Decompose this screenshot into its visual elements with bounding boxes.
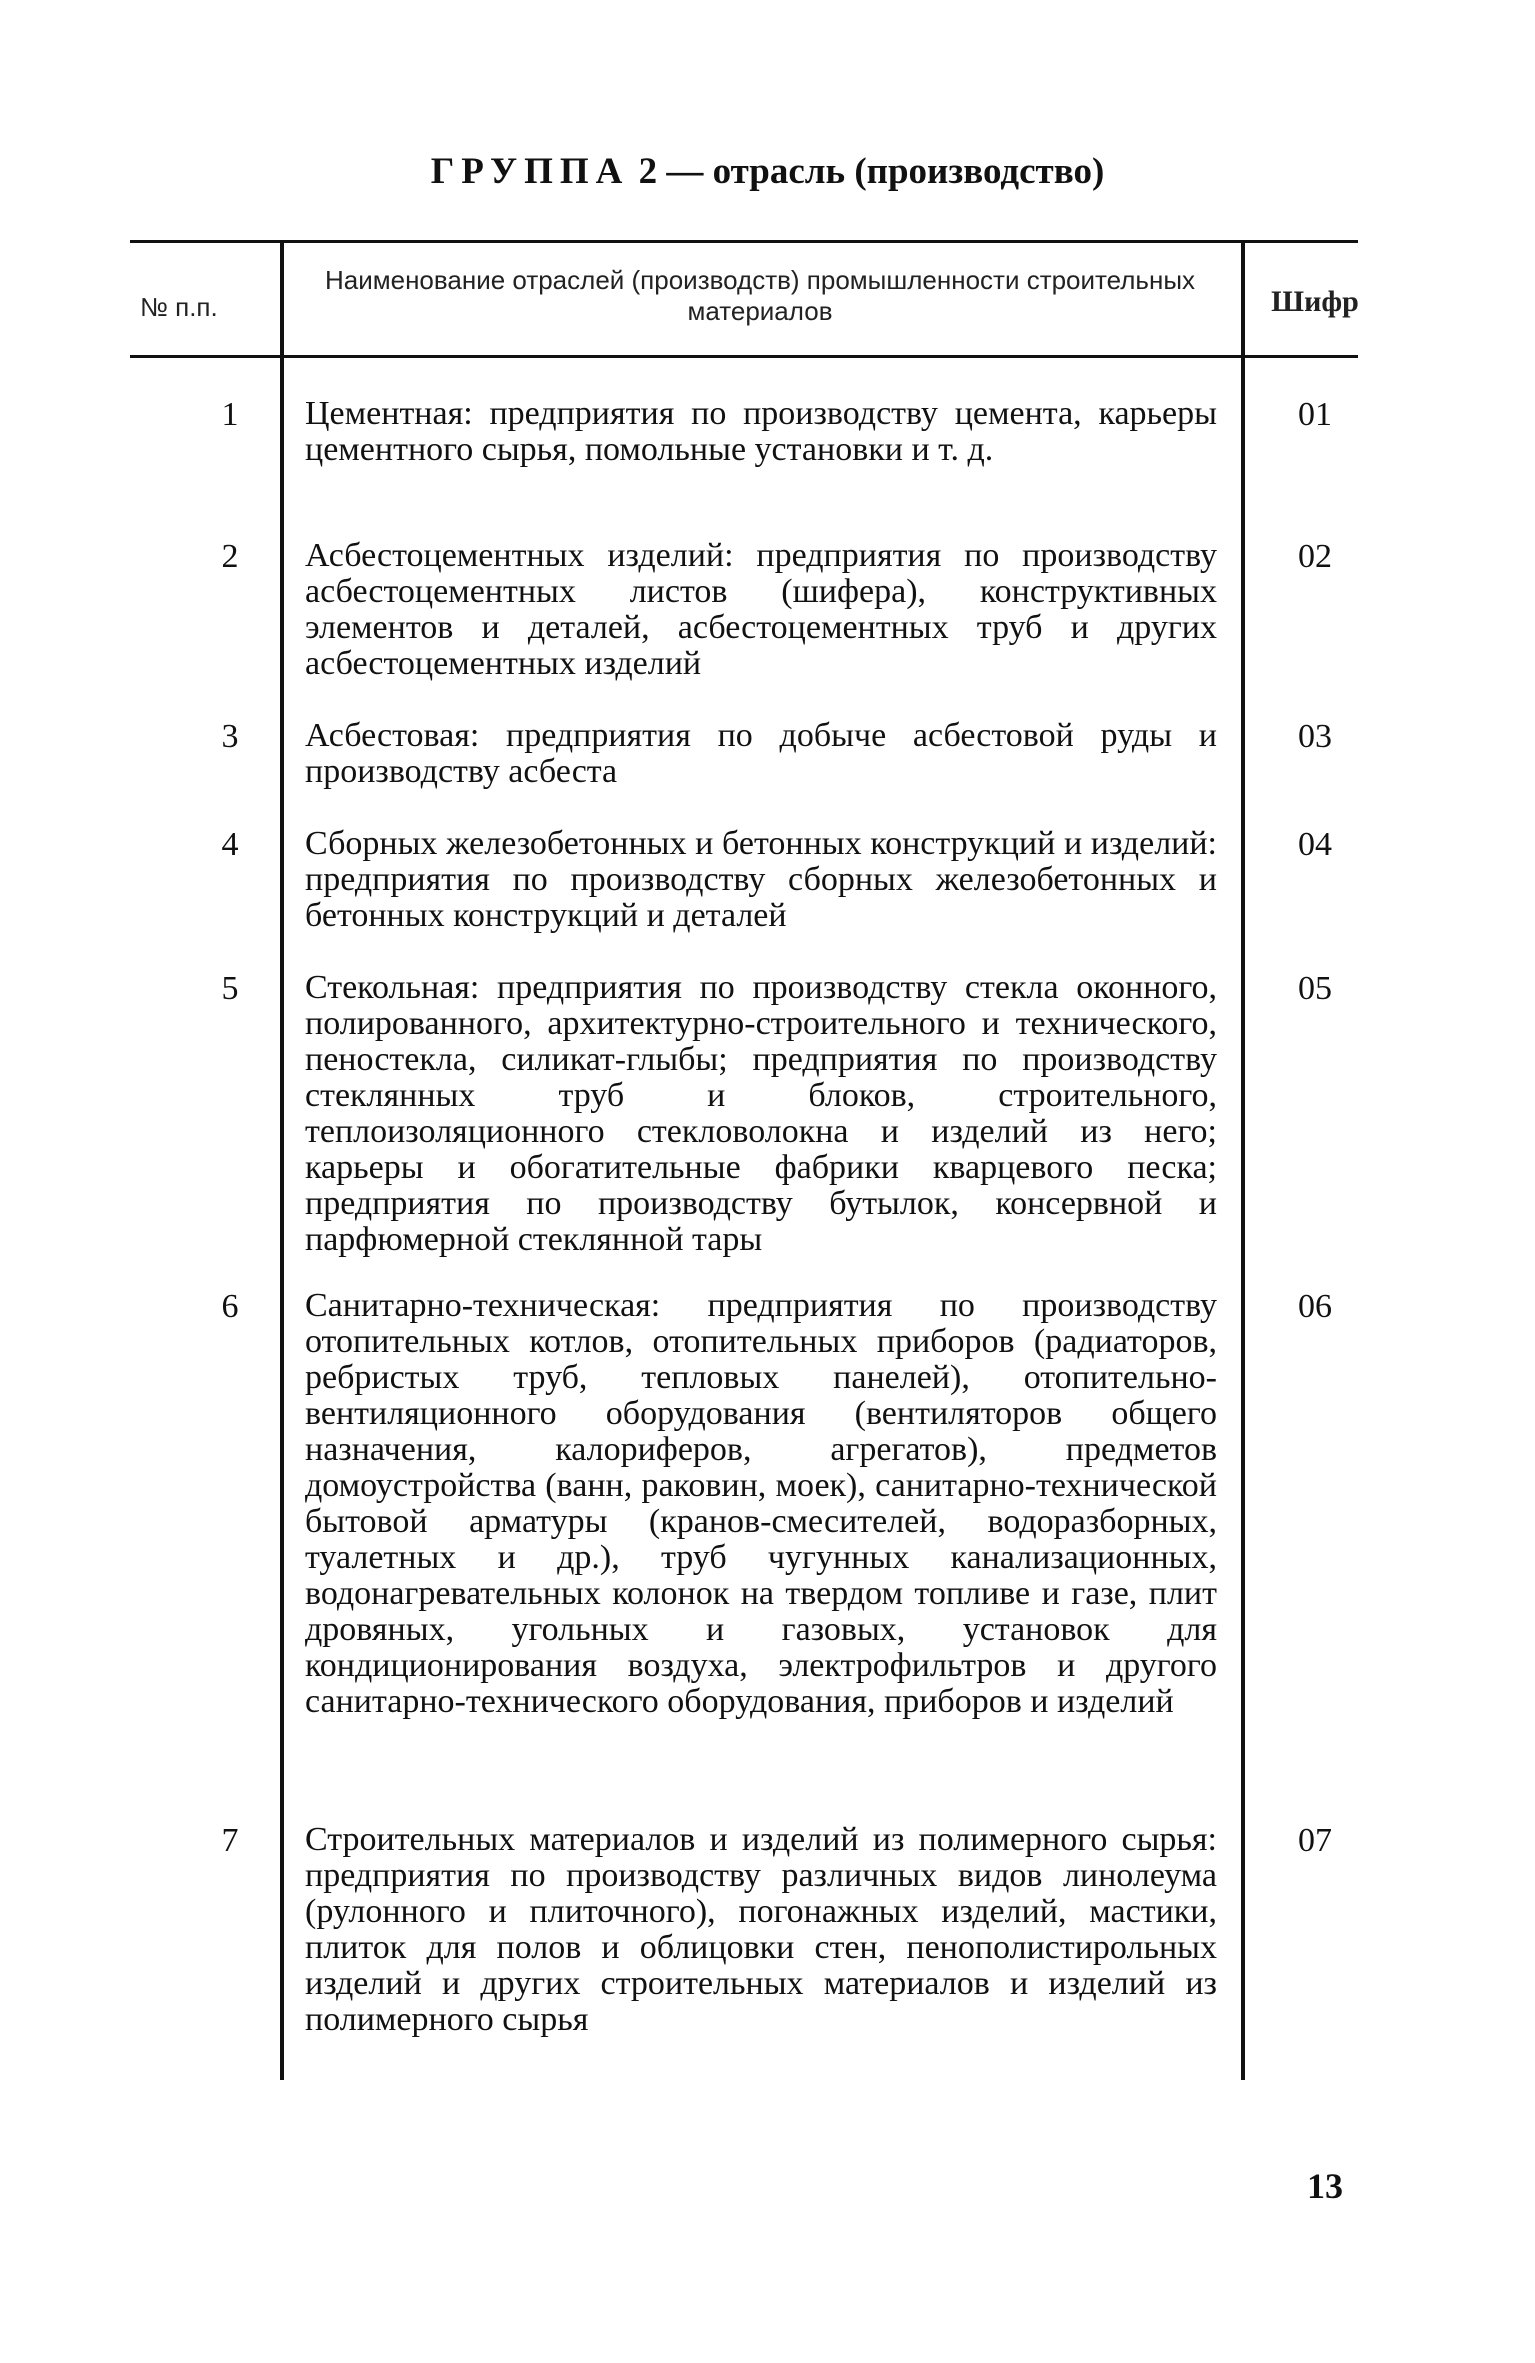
row-3-code: 03 [1298,718,1332,755]
row-3-number: 3 [221,718,239,755]
page-number: 13 [1307,2166,1343,2206]
group-title-prefix: ГРУППА [430,151,630,192]
group-title [0,150,1535,193]
row-4-code: 04 [1298,826,1332,863]
row-6-number: 6 [221,1288,239,1325]
row-1-text: Цементная: предприятия по производству цемента, карьеры цементного сырья, помольные установки и т. д. [305,395,1217,468]
row-5-code: 05 [1298,970,1332,1007]
header-name: Наименование отраслей (производств) промышленности строительных материалов [324,265,1196,326]
header-number: № п.п. [140,292,218,322]
row-4-text: Сборных железобетонных и бетонных конструкций и изделий: предприятия по производству сборных железобетонных и бетонных конструкций и деталей [305,825,1217,934]
group-title-suffix: 2 — отрасль (производство) [638,151,1105,192]
row-6-text: Санитарно-техническая: предприятия по производству отопительных котлов, отопительных приборов (радиаторов, ребристых труб, тепловых панелей), отопительно-вентиляционного оборудования (вентиляторов общего назначения, калориферов, агрегатов), предметов домоустройства (ванн, раковин, моек), санитарно-технической бытовой арматуры (кранов-смесителей, водоразборных, туалетных и др.), труб чугунных канализационных, водонагревательных колонок на твердом топливе и газе, плит дровяных, угольных и газовых, установок для кондиционирования воздуха, электрофильтров и другого санитарно-технического оборудования, приборов и изделий [305,1287,1217,1720]
row-2-number: 2 [221,538,239,575]
row-5-text: Стекольная: предприятия по производству стекла оконного, полированного, архитектурно-строительного и технического, пеностекла, силикат-глыбы; предприятия по производству стеклянных труб и блоков, строительного, теплоизоляционного стекловолокна и изделий из него; карьеры и обогатительные фабрики кварцевого песка; предприятия по производству бутылок, консервной и парфюмерной стеклянной тары [305,969,1217,1258]
row-6-code: 06 [1298,1288,1332,1325]
row-3-text: Асбестовая: предприятия по добыче асбестовой руды и производству асбеста [305,717,1217,790]
row-7-number: 7 [221,1822,239,1859]
row-7-code: 07 [1298,1822,1332,1859]
row-4-number: 4 [221,826,239,863]
row-1-code: 01 [1298,396,1332,433]
row-2-code: 02 [1298,538,1332,575]
table-column-divider-left [280,240,284,2080]
row-2-text: Асбестоцементных изделий: предприятия по производству асбестоцементных листов (шифера), конструктивных элементов и деталей, асбестоцементных труб и других асбестоцементных изделий [305,537,1217,682]
header-code: Шифр [1271,285,1359,318]
table-column-divider-right [1241,240,1245,2080]
row-5-number: 5 [221,970,239,1007]
table-top-rule [130,240,1358,243]
row-1-number: 1 [221,396,239,433]
table-header-rule [130,355,1358,358]
row-7-text: Строительных материалов и изделий из полимерного сырья: предприятия по производству различных видов линолеума (рулонного и плиточного), погонажных изделий, мастики, плиток для полов и облицовки стен, пенополистирольных изделий и других строительных материалов и изделий из полимерного сырья [305,1821,1217,2038]
